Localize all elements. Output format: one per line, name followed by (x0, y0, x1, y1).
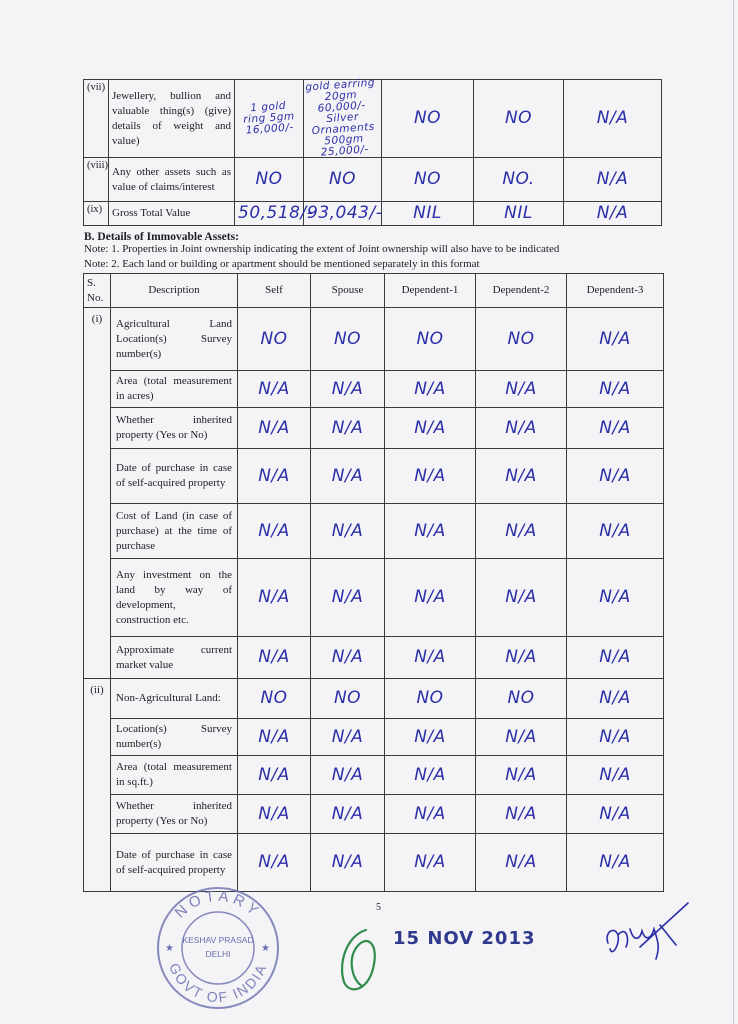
value-dep3: N/A (567, 637, 664, 679)
value-dep1: N/A (385, 559, 476, 637)
value-self: N/A (238, 637, 311, 679)
value-dep3: N/A (564, 80, 662, 158)
value-dep2: NO (474, 80, 564, 158)
table-row (84, 408, 664, 449)
header-sno: S. No. (84, 274, 111, 308)
table-row (84, 756, 664, 795)
value-dep3: N/A (567, 795, 664, 834)
value-self (235, 80, 304, 158)
value-spouse: 93,043/- (304, 202, 382, 226)
stamp-bottom-text: GOVT OF INDIA (166, 960, 270, 1006)
value-spouse: N/A (311, 834, 385, 892)
value-dep2: N/A (476, 449, 567, 504)
value-dep3: N/A (564, 158, 662, 202)
value-spouse: N/A (311, 637, 385, 679)
value-dep2: N/A (476, 408, 567, 449)
header-description: Description (111, 274, 238, 308)
stamp-city: DELHI (205, 949, 231, 959)
value-spouse: N/A (311, 504, 385, 559)
value-self: N/A (238, 449, 311, 504)
stamp-name: KESHAV PRASAD (182, 935, 254, 945)
value-dep3: N/A (567, 408, 664, 449)
table-row (84, 80, 662, 158)
value-spouse: N/A (311, 559, 385, 637)
value-spouse: NO (304, 158, 382, 202)
value-dep3: N/A (564, 202, 662, 226)
table-row (84, 449, 664, 504)
value-dep3: N/A (567, 449, 664, 504)
description: Non-Agricultural Land: (111, 679, 238, 719)
table-row (84, 371, 664, 408)
value-dep2: N/A (476, 371, 567, 408)
movable-assets-table (83, 76, 662, 226)
description: Approximate current market value (111, 637, 238, 679)
table-row (84, 504, 664, 559)
page-number: 5 (376, 902, 381, 913)
value-spouse: N/A (311, 719, 385, 756)
stamp-top-text: NOTARY (171, 887, 265, 922)
value-dep3: N/A (567, 719, 664, 756)
value-dep1: NO (385, 308, 476, 371)
stamp-star-icon: ★ (165, 943, 174, 954)
note-2: Note: 2. Each land or building or apartment should be mentioned separately in this format (84, 258, 480, 270)
value-dep1: N/A (385, 795, 476, 834)
value-spouse: NO (311, 308, 385, 371)
serial-number: (i) (84, 308, 111, 679)
description: Date of purchase in case of self-acquired property (111, 449, 238, 504)
value-dep2: NO (476, 679, 567, 719)
value-dep1: N/A (385, 834, 476, 892)
value-dep1: NIL (382, 202, 474, 226)
value-spouse (304, 76, 382, 159)
table-row (84, 719, 664, 756)
value-dep3: N/A (567, 756, 664, 795)
svg-text:NOTARY (172, 888, 265, 922)
value-dep3: N/A (567, 559, 664, 637)
value-dep2: N/A (476, 756, 567, 795)
table-row (84, 202, 662, 226)
description: Cost of Land (in case of purchase) at the time of purchase (111, 504, 238, 559)
serial-number: (vii) (84, 80, 109, 158)
value-self: N/A (238, 719, 311, 756)
value-dep1: NO (385, 679, 476, 719)
stamp-star-icon: ★ (261, 943, 270, 954)
value-self: 50,518/- (235, 202, 304, 226)
value-dep2: N/A (476, 559, 567, 637)
value-dep2: N/A (476, 834, 567, 892)
header-self: Self (238, 274, 311, 308)
value-dep1: NO (382, 80, 474, 158)
date-stamp: 15 NOV 2013 (393, 928, 536, 949)
value-self: N/A (238, 559, 311, 637)
value-dep2: N/A (476, 504, 567, 559)
header-dependent-3: Dependent-3 (567, 274, 664, 308)
svg-text:GOVT OF INDIA (166, 961, 270, 1006)
value-spouse: N/A (311, 756, 385, 795)
description: Any other assets such as value of claims/interest (109, 158, 235, 202)
value-dep2: N/A (476, 719, 567, 756)
value-spouse: N/A (311, 795, 385, 834)
value-dep1: NO (382, 158, 474, 202)
value-dep1: N/A (385, 408, 476, 449)
value-dep2: NO. (474, 158, 564, 202)
description: Whether inherited property (Yes or No) (111, 795, 238, 834)
value-dep3: N/A (567, 504, 664, 559)
value-spouse: NO (311, 679, 385, 719)
handwritten-value: 1 gold ring 5gm 16,000/- (242, 99, 296, 137)
immovable-assets-table (83, 273, 664, 892)
description: Gross Total Value (109, 202, 235, 226)
value-self: N/A (238, 371, 311, 408)
value-dep1: N/A (385, 719, 476, 756)
value-spouse: N/A (311, 371, 385, 408)
table-row (84, 834, 664, 892)
header-dependent-1: Dependent-1 (385, 274, 476, 308)
value-dep3: N/A (567, 371, 664, 408)
header-dependent-2: Dependent-2 (476, 274, 567, 308)
value-dep2: N/A (476, 795, 567, 834)
description: Area (total measurement in sq.ft.) (111, 756, 238, 795)
table-row (84, 795, 664, 834)
description: Any investment on the land by way of development, construction etc. (111, 559, 238, 637)
value-dep3: N/A (567, 308, 664, 371)
value-dep1: N/A (385, 756, 476, 795)
value-spouse: N/A (311, 408, 385, 449)
page-edge (733, 0, 734, 1024)
table-row (84, 637, 664, 679)
table-row (84, 158, 662, 202)
description: Location(s) Survey number(s) (111, 719, 238, 756)
handwritten-value: gold earring 20gm 60,000/- Silver Ornaments 500gm 25,000/- (304, 76, 376, 159)
value-dep3: N/A (567, 834, 664, 892)
description: Area (total measurement in acres) (111, 371, 238, 408)
table-row (84, 308, 664, 371)
description: Jewellery, bullion and valuable thing(s) (give) details of weight and value) (109, 80, 235, 158)
value-self: N/A (238, 504, 311, 559)
value-dep1: N/A (385, 637, 476, 679)
value-dep3: N/A (567, 679, 664, 719)
value-dep2: N/A (476, 637, 567, 679)
header-spouse: Spouse (311, 274, 385, 308)
notary-stamp (153, 885, 283, 1010)
serial-number: (ii) (84, 679, 111, 892)
value-self: NO (235, 158, 304, 202)
serial-number: (ix) (84, 202, 109, 226)
green-initial-mark (336, 924, 386, 996)
note-1: Note: 1. Properties in Joint ownership indicating the extent of Joint ownership will also have to be indicated (84, 243, 560, 255)
description: Date of purchase in case of self-acquired property (111, 834, 238, 892)
table-row (84, 559, 664, 637)
value-self: NO (238, 308, 311, 371)
value-dep1: N/A (385, 449, 476, 504)
value-self: N/A (238, 795, 311, 834)
description: Agricultural Land Location(s) Survey number(s) (111, 308, 238, 371)
value-self: N/A (238, 756, 311, 795)
value-dep1: N/A (385, 504, 476, 559)
section-b-heading: B. Details of Immovable Assets: (84, 231, 239, 243)
table-header-row (84, 274, 664, 308)
value-dep2: NO (476, 308, 567, 371)
value-self: N/A (238, 834, 311, 892)
serial-number: (viii) (84, 158, 109, 202)
table-row (84, 679, 664, 719)
description: Whether inherited property (Yes or No) (111, 408, 238, 449)
value-dep1: N/A (385, 371, 476, 408)
value-self: NO (238, 679, 311, 719)
value-self: N/A (238, 408, 311, 449)
value-spouse: N/A (311, 449, 385, 504)
signature (600, 895, 695, 970)
value-dep2: NIL (474, 202, 564, 226)
